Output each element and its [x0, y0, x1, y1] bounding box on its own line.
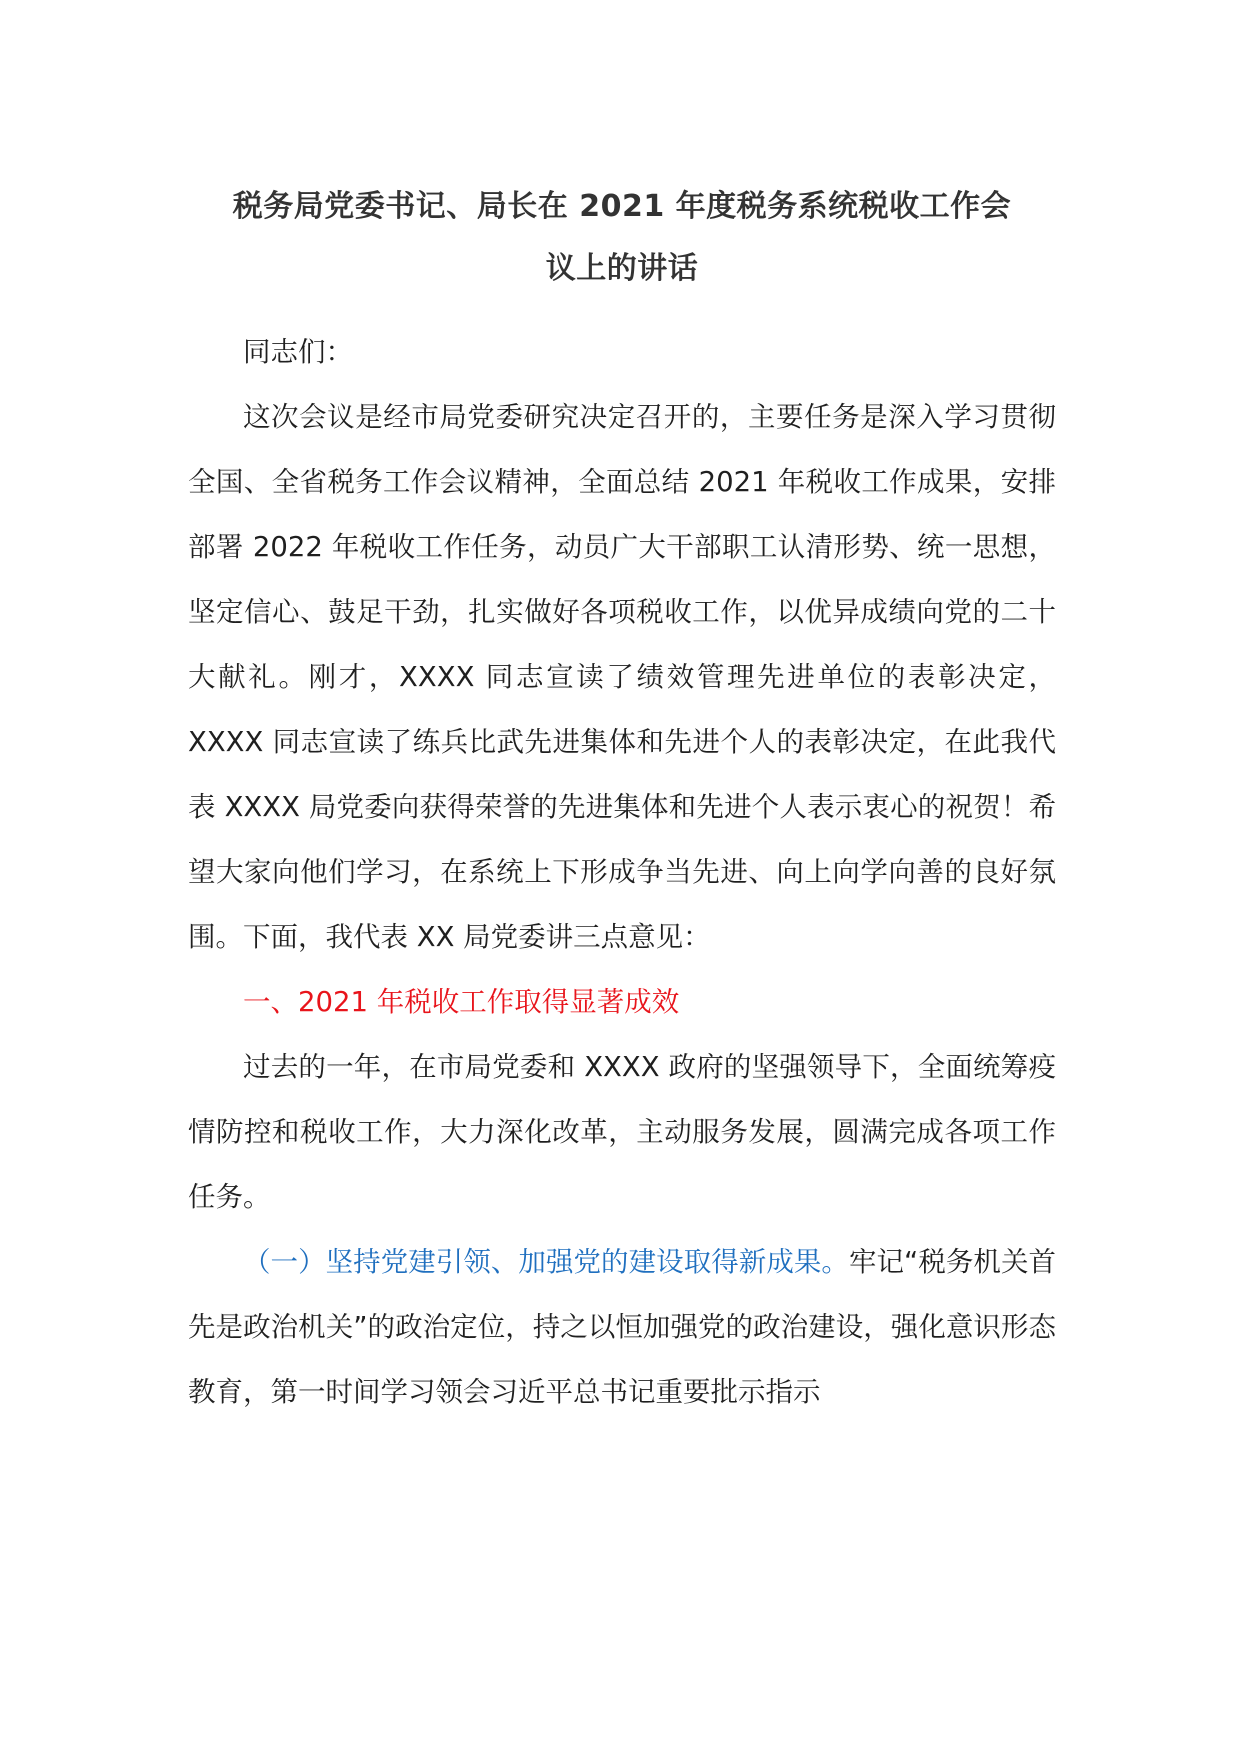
title-line-1: 税务局党委书记、局长在 2021 年度税务系统税收工作会: [232, 189, 1012, 224]
subsection-1-paragraph: [188, 1230, 1056, 1425]
section-1-paragraph: 过去的一年，在市局党委和 XXXX 政府的坚强领导下，全面统筹疫情防控和税收工作，大力深化改革，主动服务发展，圆满完成各项工作任务。: [188, 1051, 1056, 1213]
title-line-2: 议上的讲话: [545, 251, 699, 286]
subsection-1-text: 牢记“税务机关首先是政治机关”的政治定位，持之以恒加强党的政治建设，强化意识形态教育，第一时间学习领会习近平总书记重要批示指示: [188, 1246, 1057, 1408]
document-page: [188, 176, 1056, 1425]
intro-paragraph: 这次会议是经市局党委研究决定召开的，主要任务是深入学习贯彻全国、全省税务工作会议精神，全面总结 2021 年税收工作成果，安排部署 2022 年税收工作任务，动员广大干部职工认清形势、统一思想，坚定信心、鼓足干劲，扎实做好各项税收工作，以优异成绩向党的二十大献礼。刚才，XXXX 同志宣读了绩效管理先进单位的表彰决定，XXXX 同志宣读了练兵比武先进集体和先进个人的表彰决定，在此我代表 XXXX 局党委向获得荣誉的先进集体和先进个人表示衷心的祝贺！希望大家向他们学习，在系统上下形成争当先进、向上向学向善的良好氛围。下面，我代表 XX 局党委讲三点意见：: [188, 401, 1056, 953]
greeting: 同志们：: [243, 336, 353, 368]
subsection-1-heading: （一）坚持党建引领、加强党的建设取得新成果。: [243, 1246, 849, 1278]
document-title: [188, 176, 1056, 300]
section-1-heading: 一、2021 年税收工作取得显著成效: [243, 986, 680, 1018]
